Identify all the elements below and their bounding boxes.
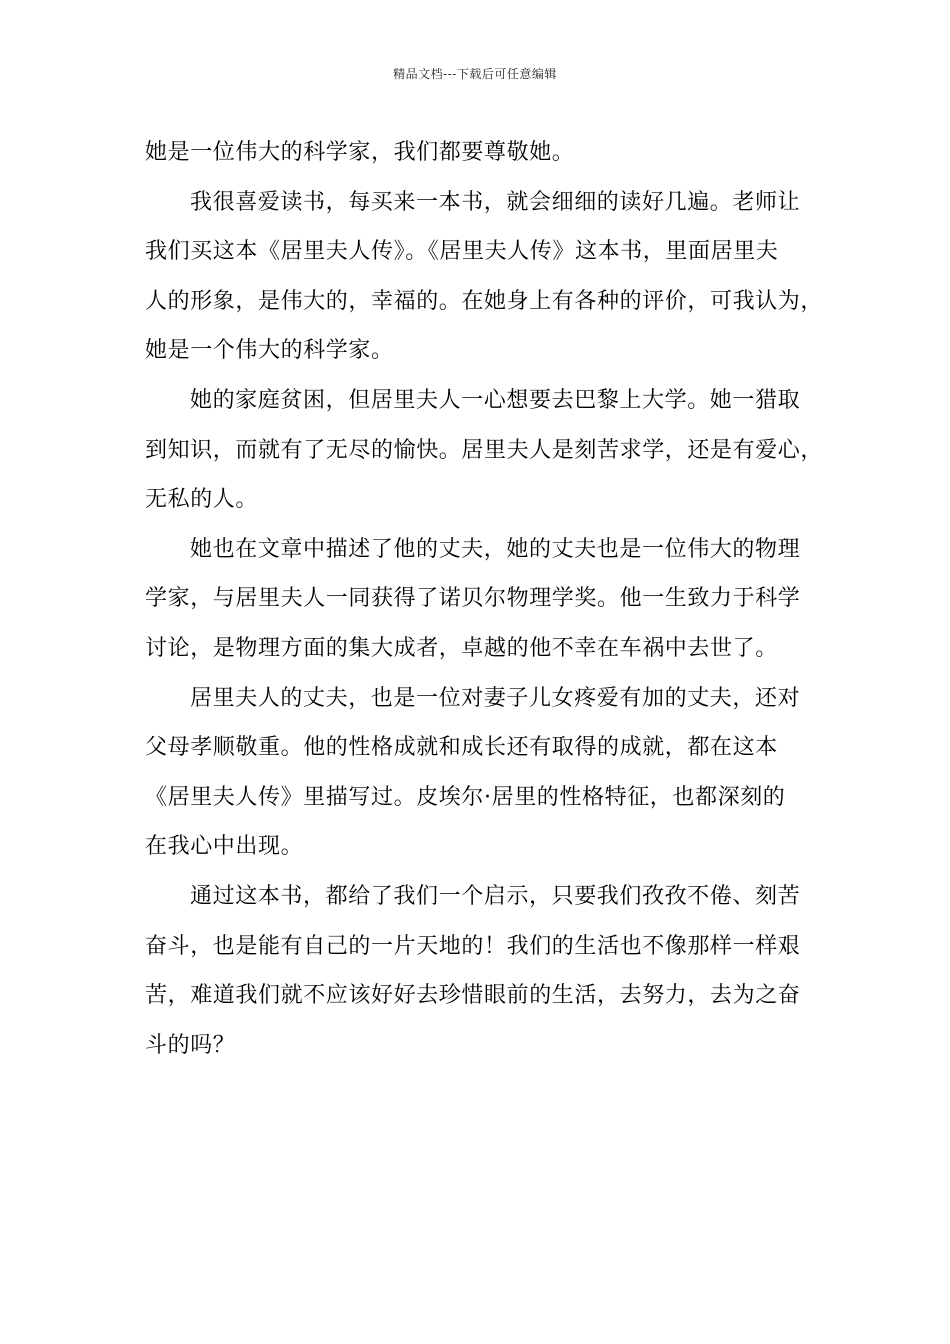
text-line: 居里夫人的丈夫，也是一位对妻子儿女疼爱有加的丈夫，还对: [190, 685, 801, 711]
text-line: 我们买这本《居里夫人传》。《居里夫人传》这本书，里面居里夫: [145, 239, 779, 265]
text-line: 无私的人。: [145, 487, 259, 513]
text-line: 斗的吗？: [145, 1032, 236, 1058]
page-header: 精品文档---下载后可任意编辑: [393, 67, 557, 81]
text-line: 《居里夫人传》里描写过。皮埃尔·居里的性格特征，也都深刻的: [145, 784, 786, 810]
text-line: 她是一个伟大的科学家。: [145, 338, 394, 364]
text-line: 我很喜爱读书，每买来一本书，就会细细的读好几遍。老师让: [190, 189, 801, 215]
text-line: 她的家庭贫困，但居里夫人一心想要去巴黎上大学。她一猎取: [190, 387, 801, 413]
text-line: 苦，难道我们就不应该好好去珍惜眼前的生活，去努力，去为之奋: [145, 983, 801, 1009]
text-line: 讨论，是物理方面的集大成者，卓越的他不幸在车祸中去世了。: [145, 635, 778, 661]
text-line: 人的形象，是伟大的，幸福的。在她身上有各种的评价，可我认为，: [145, 288, 824, 314]
text-line: 父母孝顺敬重。他的性格成就和成长还有取得的成就，都在这本: [145, 735, 778, 761]
text-line: 奋斗，也是能有自己的一片天地的！我们的生活也不像那样一样艰: [145, 933, 801, 959]
text-line: 在我心中出现。: [145, 834, 304, 860]
text-line: 她也在文章中描述了他的丈夫，她的丈夫也是一位伟大的物理: [190, 536, 801, 562]
text-line: 到知识，而就有了无尽的愉快。居里夫人是刻苦求学，还是有爱心，: [145, 437, 824, 463]
text-line: 学家，与居里夫人一同获得了诺贝尔物理学奖。他一生致力于科学: [145, 586, 801, 612]
document-body: [145, 128, 825, 1070]
text-line: 她是一位伟大的科学家，我们都要尊敬她。: [145, 140, 575, 165]
text-line: 通过这本书，都给了我们一个启示，只要我们孜孜不倦、刻苦: [190, 883, 801, 909]
